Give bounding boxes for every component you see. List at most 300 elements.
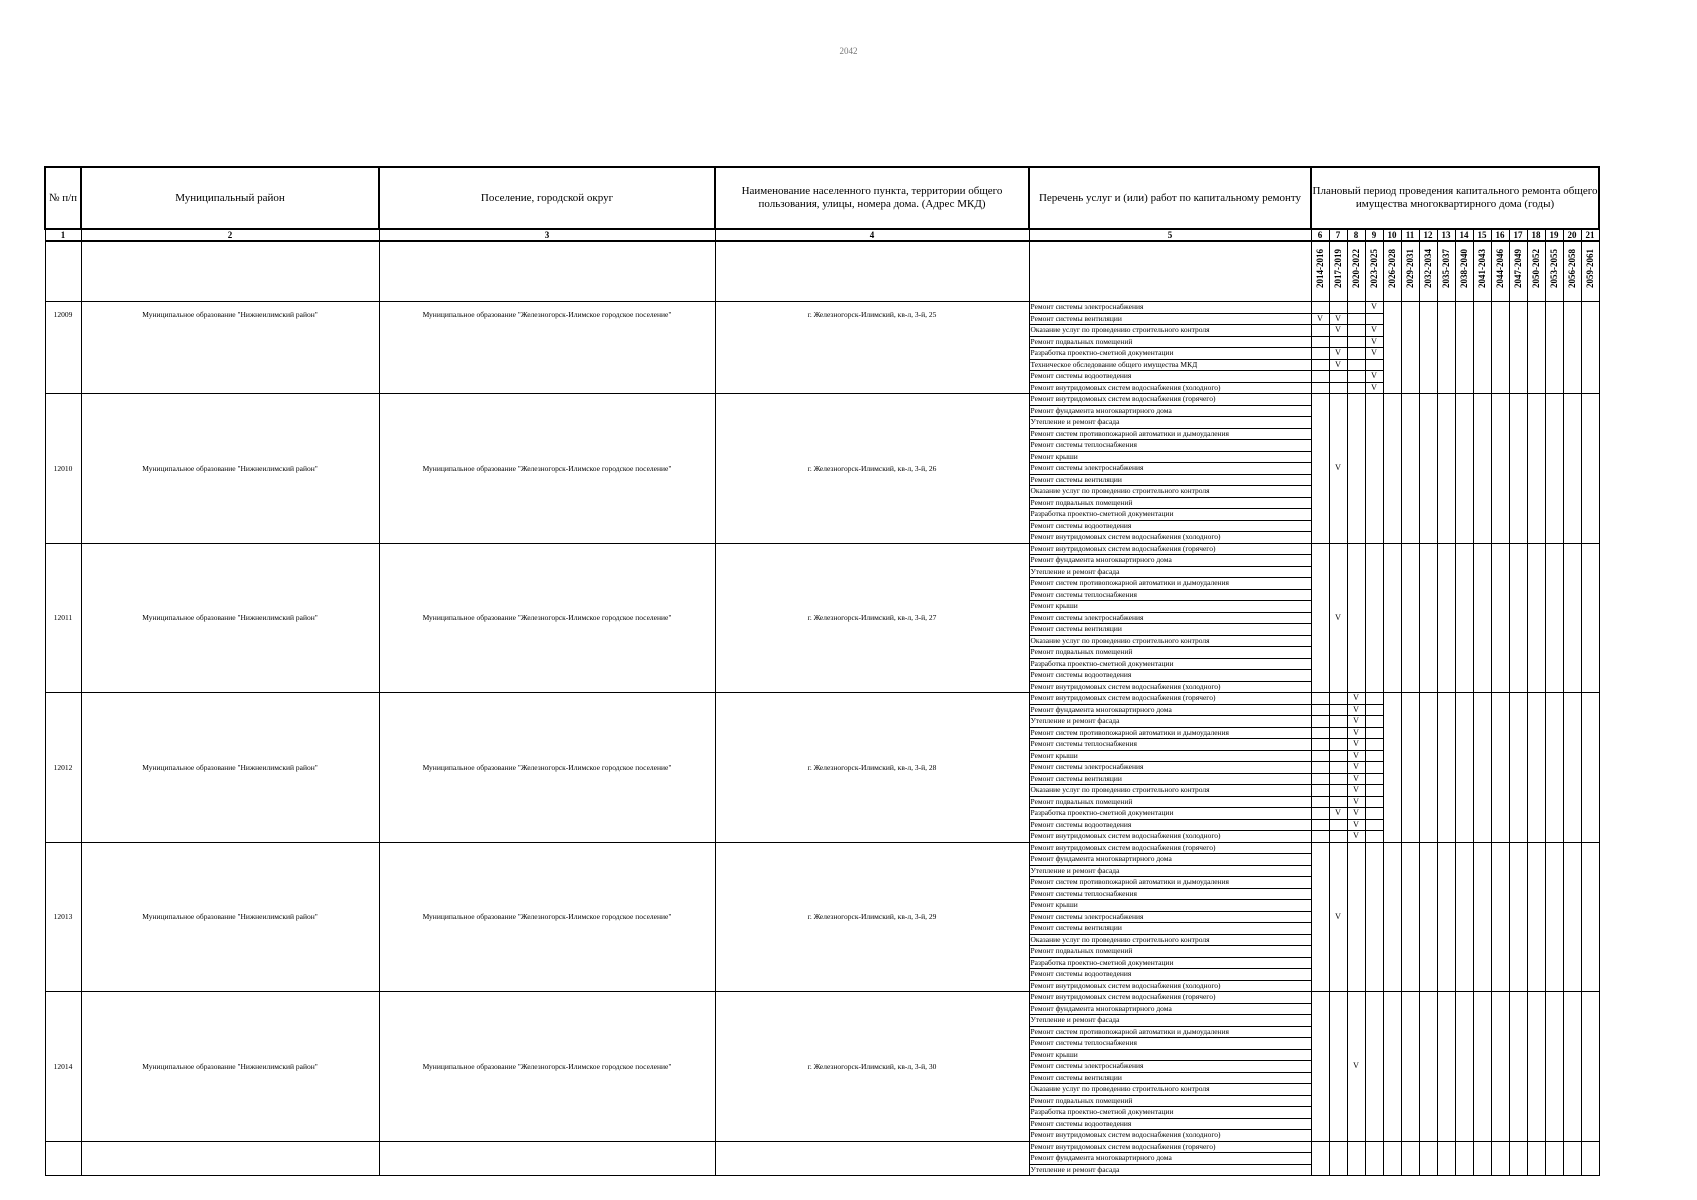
period-mark xyxy=(1420,714,1437,725)
period-cell xyxy=(1563,842,1581,992)
period-mark: V xyxy=(1348,716,1365,728)
period-mark xyxy=(1402,704,1419,715)
period-mark: V xyxy=(1366,337,1383,349)
house-district: Муниципальное образование "Нижнеилимский район" xyxy=(81,693,379,843)
period-header xyxy=(1365,241,1383,302)
period-mark xyxy=(1402,809,1419,820)
period-mark xyxy=(1492,746,1509,757)
work-item: Техническое обследование общего имущества МКД xyxy=(1030,360,1311,372)
period-cell xyxy=(1383,1141,1401,1176)
period-cell xyxy=(1419,992,1437,1142)
period-cell xyxy=(1545,394,1563,544)
work-item: Ремонт системы электроснабжения xyxy=(1030,613,1311,625)
work-item: Ремонт фундамента многоквартирного дома xyxy=(1030,406,1311,418)
period-label: 2050-2052 xyxy=(1531,249,1541,288)
work-item: Ремонт системы водоотведения xyxy=(1030,521,1311,533)
work-item: Ремонт внутридомовых систем водоснабжения (холодного) xyxy=(1030,382,1221,392)
period-cell xyxy=(1365,842,1383,992)
period-cell xyxy=(1509,992,1527,1142)
period-mark xyxy=(1492,313,1509,324)
period-mark xyxy=(1312,693,1329,705)
work-item: Ремонт системы электроснабжения xyxy=(1030,762,1311,774)
period-mark xyxy=(1492,714,1509,725)
period-label: 2035-2037 xyxy=(1441,249,1451,288)
period-cell xyxy=(1455,992,1473,1142)
period-cell xyxy=(1383,992,1401,1142)
period-header xyxy=(1491,241,1509,302)
work-item: Ремонт фундамента многоквартирного дома xyxy=(1030,1004,1311,1016)
period-mark xyxy=(1312,325,1329,337)
period-mark xyxy=(1438,746,1455,757)
period-cell xyxy=(1473,302,1491,394)
work-item: Оказание услуг по проведению строительного контроля xyxy=(1030,1084,1311,1096)
column-number: 7 xyxy=(1329,229,1347,241)
period-mark xyxy=(1564,725,1581,736)
period-cell xyxy=(1311,302,1329,394)
period-mark xyxy=(1456,365,1473,376)
period-mark xyxy=(1402,344,1419,355)
house-row xyxy=(45,394,1599,544)
period-mark xyxy=(1348,371,1365,383)
period-cell xyxy=(1563,302,1581,394)
period-cell xyxy=(1419,1141,1437,1176)
period-mark xyxy=(1330,302,1347,314)
house-settlement: Муниципальное образование "Железногорск-Илимское городское поселение" xyxy=(379,842,715,992)
period-mark xyxy=(1564,809,1581,820)
period-mark xyxy=(1564,693,1581,704)
period-mark xyxy=(1438,323,1455,334)
period-mark xyxy=(1330,739,1347,751)
period-cell xyxy=(1437,693,1455,843)
period-cell xyxy=(1437,543,1455,693)
period-cell xyxy=(1509,302,1527,394)
period-mark: V xyxy=(1335,612,1341,622)
house-settlement: Муниципальное образование "Железногорск-Илимское городское поселение" xyxy=(379,543,715,693)
period-mark: V xyxy=(1366,371,1383,383)
work-item: Ремонт подвальных помещений xyxy=(1030,797,1311,809)
period-mark xyxy=(1456,302,1473,313)
works-list xyxy=(1029,693,1311,843)
period-cell xyxy=(1419,302,1437,394)
period-label: 2056-2058 xyxy=(1567,249,1577,288)
period-mark: V xyxy=(1330,325,1347,337)
period-mark xyxy=(1582,334,1599,345)
work-item: Ремонт внутридомовых систем водоснабжения (горячего) xyxy=(1030,544,1311,556)
period-mark xyxy=(1546,767,1563,778)
column-number: 14 xyxy=(1455,229,1473,241)
period-mark xyxy=(1582,693,1599,704)
column-number: 17 xyxy=(1509,229,1527,241)
period-mark xyxy=(1384,365,1401,376)
period-mark xyxy=(1546,693,1563,704)
period-mark xyxy=(1510,788,1527,799)
period-label: 2026-2028 xyxy=(1387,249,1397,288)
work-item: Разработка проектно-сметной документации xyxy=(1030,509,1311,521)
period-cell xyxy=(1311,842,1329,992)
period-mark xyxy=(1438,334,1455,345)
period-mark xyxy=(1312,808,1329,820)
period-mark xyxy=(1330,337,1347,349)
period-mark xyxy=(1456,798,1473,809)
period-mark xyxy=(1492,767,1509,778)
house-address: г. Железногорск-Илимский, кв-л, 3-й, 28 xyxy=(715,693,1029,843)
period-mark: V xyxy=(1330,808,1347,820)
period-mark xyxy=(1438,376,1455,387)
periods-row xyxy=(45,241,1599,302)
period-mark xyxy=(1582,788,1599,799)
period-mark xyxy=(1348,383,1365,394)
period-cell xyxy=(1545,992,1563,1142)
period-mark xyxy=(1438,302,1455,313)
period-mark xyxy=(1582,313,1599,324)
period-cell xyxy=(1455,842,1473,992)
period-cell xyxy=(1563,992,1581,1142)
period-mark xyxy=(1366,739,1383,751)
period-mark xyxy=(1474,809,1491,820)
period-mark xyxy=(1384,809,1401,820)
period-mark xyxy=(1384,376,1401,387)
period-mark xyxy=(1564,313,1581,324)
period-mark xyxy=(1420,693,1437,704)
period-mark xyxy=(1492,735,1509,746)
period-cell xyxy=(1509,842,1527,992)
period-cell xyxy=(1473,992,1491,1142)
period-mark xyxy=(1420,302,1437,313)
period-mark xyxy=(1492,302,1509,313)
period-mark xyxy=(1510,735,1527,746)
period-cell xyxy=(1311,693,1329,843)
period-mark xyxy=(1348,360,1365,372)
work-item: Ремонт системы теплоснабжения xyxy=(1030,590,1311,602)
work-item: Ремонт систем противопожарной автоматики и дымоудаления xyxy=(1030,728,1311,740)
work-item: Ремонт фундамента многоквартирного дома xyxy=(1030,854,1311,866)
work-item: Ремонт системы электроснабжения xyxy=(1030,302,1311,314)
work-item: Ремонт системы электроснабжения xyxy=(1030,463,1311,475)
period-cell xyxy=(1419,543,1437,693)
work-item: Ремонт крыши xyxy=(1030,900,1311,912)
period-mark xyxy=(1564,704,1581,715)
period-mark xyxy=(1312,360,1329,372)
house-settlement: Муниципальное образование "Железногорск-Илимское городское поселение" xyxy=(379,693,715,843)
period-mark: V xyxy=(1335,463,1341,472)
work-item: Оказание услуг по проведению строительного контроля xyxy=(1030,785,1311,797)
period-mark: V xyxy=(1348,762,1365,774)
period-label: 2032-2034 xyxy=(1423,249,1433,288)
period-mark xyxy=(1312,716,1329,728)
period-mark xyxy=(1456,809,1473,820)
works-list xyxy=(1029,992,1311,1142)
period-mark xyxy=(1366,360,1383,372)
house-row xyxy=(45,693,1599,843)
period-mark xyxy=(1420,746,1437,757)
work-item: Ремонт подвальных помещений xyxy=(1030,647,1311,659)
work-item: Утепление и ремонт фасада xyxy=(1030,1015,1311,1027)
period-label: 2014-2016 xyxy=(1315,249,1325,288)
period-cell xyxy=(1473,842,1491,992)
period-mark xyxy=(1312,762,1329,774)
period-mark xyxy=(1402,693,1419,704)
period-mark xyxy=(1402,798,1419,809)
column-number: 18 xyxy=(1527,229,1545,241)
period-cell xyxy=(1329,992,1347,1142)
period-mark: V xyxy=(1348,797,1365,809)
period-mark xyxy=(1510,376,1527,387)
period-mark xyxy=(1564,777,1581,788)
period-cell xyxy=(1455,543,1473,693)
period-mark xyxy=(1384,355,1401,366)
column-number: 11 xyxy=(1401,229,1419,241)
work-item: Ремонт системы вентиляции xyxy=(1030,923,1311,935)
period-mark xyxy=(1546,725,1563,736)
period-mark xyxy=(1420,788,1437,799)
period-cell xyxy=(1473,394,1491,544)
work-item: Ремонт фундамента многоквартирного дома xyxy=(1030,1153,1311,1165)
period-label: 2053-2055 xyxy=(1549,249,1559,288)
period-mark xyxy=(1438,344,1455,355)
period-mark xyxy=(1474,334,1491,345)
period-mark xyxy=(1474,365,1491,376)
period-cell xyxy=(1527,992,1545,1142)
period-mark xyxy=(1384,323,1401,334)
period-mark xyxy=(1420,809,1437,820)
work-item: Ремонт внутридомовых систем водоснабжения (горячего) xyxy=(1030,843,1311,855)
period-cell xyxy=(1401,693,1419,843)
period-mark xyxy=(1492,756,1509,767)
period-mark xyxy=(1384,714,1401,725)
period-cell xyxy=(1545,1141,1563,1176)
work-item: Ремонт крыши xyxy=(1030,751,1311,763)
period-mark xyxy=(1402,767,1419,778)
period-label: 2059-2061 xyxy=(1585,249,1595,288)
period-mark xyxy=(1348,325,1365,337)
period-header xyxy=(1563,241,1581,302)
period-mark xyxy=(1582,323,1599,334)
period-mark xyxy=(1528,735,1545,746)
period-mark xyxy=(1330,716,1347,728)
period-spacer xyxy=(45,241,81,302)
period-mark xyxy=(1492,344,1509,355)
period-cell xyxy=(1329,693,1347,843)
period-label: 2041-2043 xyxy=(1477,249,1487,288)
period-mark xyxy=(1492,355,1509,366)
house-address: г. Железногорск-Илимский, кв-л, 3-й, 30 xyxy=(715,992,1029,1142)
period-cell xyxy=(1401,842,1419,992)
house-num: 12011 xyxy=(45,543,81,693)
period-mark xyxy=(1456,323,1473,334)
period-mark xyxy=(1420,334,1437,345)
period-mark xyxy=(1330,762,1347,774)
period-cell xyxy=(1365,992,1383,1142)
period-mark xyxy=(1384,788,1401,799)
work-item: Ремонт системы теплоснабжения xyxy=(1030,440,1311,452)
work-item: Оказание услуг по проведению строительного контроля xyxy=(1030,935,1311,947)
period-mark xyxy=(1330,383,1347,394)
period-mark xyxy=(1474,788,1491,799)
period-cell xyxy=(1455,302,1473,394)
period-mark xyxy=(1582,365,1599,376)
column-number: 4 xyxy=(715,229,1029,241)
period-mark xyxy=(1456,777,1473,788)
period-mark xyxy=(1366,762,1383,774)
period-header xyxy=(1401,241,1419,302)
period-mark xyxy=(1564,798,1581,809)
period-mark xyxy=(1510,704,1527,715)
period-header xyxy=(1437,241,1455,302)
period-cell xyxy=(1401,992,1419,1142)
period-mark xyxy=(1564,756,1581,767)
period-cell xyxy=(1509,543,1527,693)
header-row xyxy=(45,167,1599,229)
period-cell xyxy=(1419,693,1437,843)
period-mark xyxy=(1384,693,1401,704)
period-mark xyxy=(1456,376,1473,387)
house-district: Муниципальное образование "Нижнеилимский район" xyxy=(81,992,379,1142)
period-cell xyxy=(1437,992,1455,1142)
period-mark xyxy=(1582,725,1599,736)
period-mark xyxy=(1402,819,1419,830)
period-mark xyxy=(1564,735,1581,746)
period-mark xyxy=(1438,365,1455,376)
period-mark xyxy=(1330,728,1347,740)
period-mark xyxy=(1456,704,1473,715)
period-cell xyxy=(1383,543,1401,693)
period-mark xyxy=(1510,313,1527,324)
period-label: 2047-2049 xyxy=(1513,249,1523,288)
period-mark xyxy=(1528,323,1545,334)
work-item: Ремонт внутридомовых систем водоснабжения (горячего) xyxy=(1030,1142,1311,1154)
period-mark xyxy=(1492,725,1509,736)
period-mark xyxy=(1384,767,1401,778)
period-mark xyxy=(1492,704,1509,715)
period-mark xyxy=(1402,788,1419,799)
period-mark xyxy=(1582,798,1599,809)
period-cell xyxy=(1329,543,1347,693)
period-mark xyxy=(1492,693,1509,704)
work-item: Утепление и ремонт фасада xyxy=(1030,417,1311,429)
period-mark xyxy=(1474,355,1491,366)
period-spacer xyxy=(81,241,379,302)
period-mark xyxy=(1528,693,1545,704)
period-cell xyxy=(1581,992,1599,1142)
period-mark xyxy=(1330,693,1347,705)
period-mark xyxy=(1366,728,1383,740)
period-cell xyxy=(1365,394,1383,544)
period-header xyxy=(1347,241,1365,302)
work-item: Ремонт системы электроснабжения xyxy=(1030,912,1311,924)
work-item: Ремонт системы водоотведения xyxy=(1030,670,1311,682)
period-mark xyxy=(1528,365,1545,376)
period-mark xyxy=(1582,809,1599,820)
work-item: Оказание услуг по проведению строительного контроля xyxy=(1030,325,1311,337)
period-cell xyxy=(1473,693,1491,843)
work-item: Ремонт подвальных помещений xyxy=(1030,498,1311,510)
period-cell xyxy=(1329,1141,1347,1176)
period-cell xyxy=(1509,693,1527,843)
period-cell xyxy=(1545,693,1563,843)
house-address xyxy=(715,1141,1029,1176)
period-mark: V xyxy=(1348,808,1365,820)
works-list xyxy=(1029,842,1311,992)
house-address: г. Железногорск-Илимский, кв-л, 3-й, 25 xyxy=(715,302,1029,394)
works-list xyxy=(1029,394,1311,544)
period-mark xyxy=(1420,777,1437,788)
work-item: Оказание услуг по проведению строительного контроля xyxy=(1030,486,1311,498)
period-cell xyxy=(1311,1141,1329,1176)
period-cell xyxy=(1437,842,1455,992)
period-mark xyxy=(1474,756,1491,767)
period-header xyxy=(1383,241,1401,302)
period-mark xyxy=(1528,777,1545,788)
period-mark: V xyxy=(1366,348,1383,360)
period-label: 2020-2022 xyxy=(1351,249,1361,288)
period-mark xyxy=(1312,774,1329,786)
period-mark xyxy=(1474,704,1491,715)
period-mark xyxy=(1420,313,1437,324)
period-mark xyxy=(1564,323,1581,334)
work-item: Ремонт внутридомовых систем водоснабжения (холодного) xyxy=(1030,980,1221,990)
period-mark xyxy=(1420,376,1437,387)
column-number: 8 xyxy=(1347,229,1365,241)
period-cell xyxy=(1437,394,1455,544)
period-cell xyxy=(1347,302,1365,394)
work-item: Утепление и ремонт фасада xyxy=(1030,567,1311,579)
period-mark xyxy=(1402,714,1419,725)
period-mark: V xyxy=(1348,693,1365,705)
period-mark xyxy=(1528,355,1545,366)
period-mark xyxy=(1546,735,1563,746)
period-cell xyxy=(1563,543,1581,693)
house-address: г. Железногорск-Илимский, кв-л, 3-й, 27 xyxy=(715,543,1029,693)
period-mark xyxy=(1528,819,1545,830)
period-mark xyxy=(1402,756,1419,767)
period-cell xyxy=(1473,1141,1491,1176)
period-mark xyxy=(1420,798,1437,809)
works-list xyxy=(1029,1141,1311,1176)
house-settlement xyxy=(379,1141,715,1176)
period-cell xyxy=(1419,394,1437,544)
period-mark xyxy=(1366,820,1383,832)
period-cell xyxy=(1527,543,1545,693)
period-mark xyxy=(1510,344,1527,355)
period-mark xyxy=(1528,809,1545,820)
work-item: Ремонт внутридомовых систем водоснабжения (горячего) xyxy=(1030,992,1311,1004)
work-item: Ремонт крыши xyxy=(1030,452,1311,464)
period-mark xyxy=(1420,355,1437,366)
period-label: 2044-2046 xyxy=(1495,249,1505,288)
column-number: 3 xyxy=(379,229,715,241)
period-mark xyxy=(1456,344,1473,355)
period-mark xyxy=(1474,777,1491,788)
work-item: Ремонт системы водоотведения xyxy=(1030,1119,1311,1131)
work-item: Ремонт системы вентиляции xyxy=(1030,314,1311,326)
work-item: Утепление и ремонт фасада xyxy=(1030,716,1311,728)
period-mark xyxy=(1564,819,1581,830)
period-mark xyxy=(1564,334,1581,345)
period-mark xyxy=(1474,323,1491,334)
period-mark xyxy=(1474,735,1491,746)
period-header xyxy=(1527,241,1545,302)
period-mark xyxy=(1312,797,1329,809)
work-item: Ремонт внутридомовых систем водоснабжения (холодного) xyxy=(1030,831,1221,840)
period-header xyxy=(1545,241,1563,302)
period-cell xyxy=(1383,842,1401,992)
period-mark: V xyxy=(1348,751,1365,763)
work-item: Ремонт крыши xyxy=(1030,1050,1311,1062)
period-mark xyxy=(1564,714,1581,725)
period-mark xyxy=(1384,735,1401,746)
header-num: № п/п xyxy=(45,167,81,229)
period-mark: V xyxy=(1366,325,1383,337)
